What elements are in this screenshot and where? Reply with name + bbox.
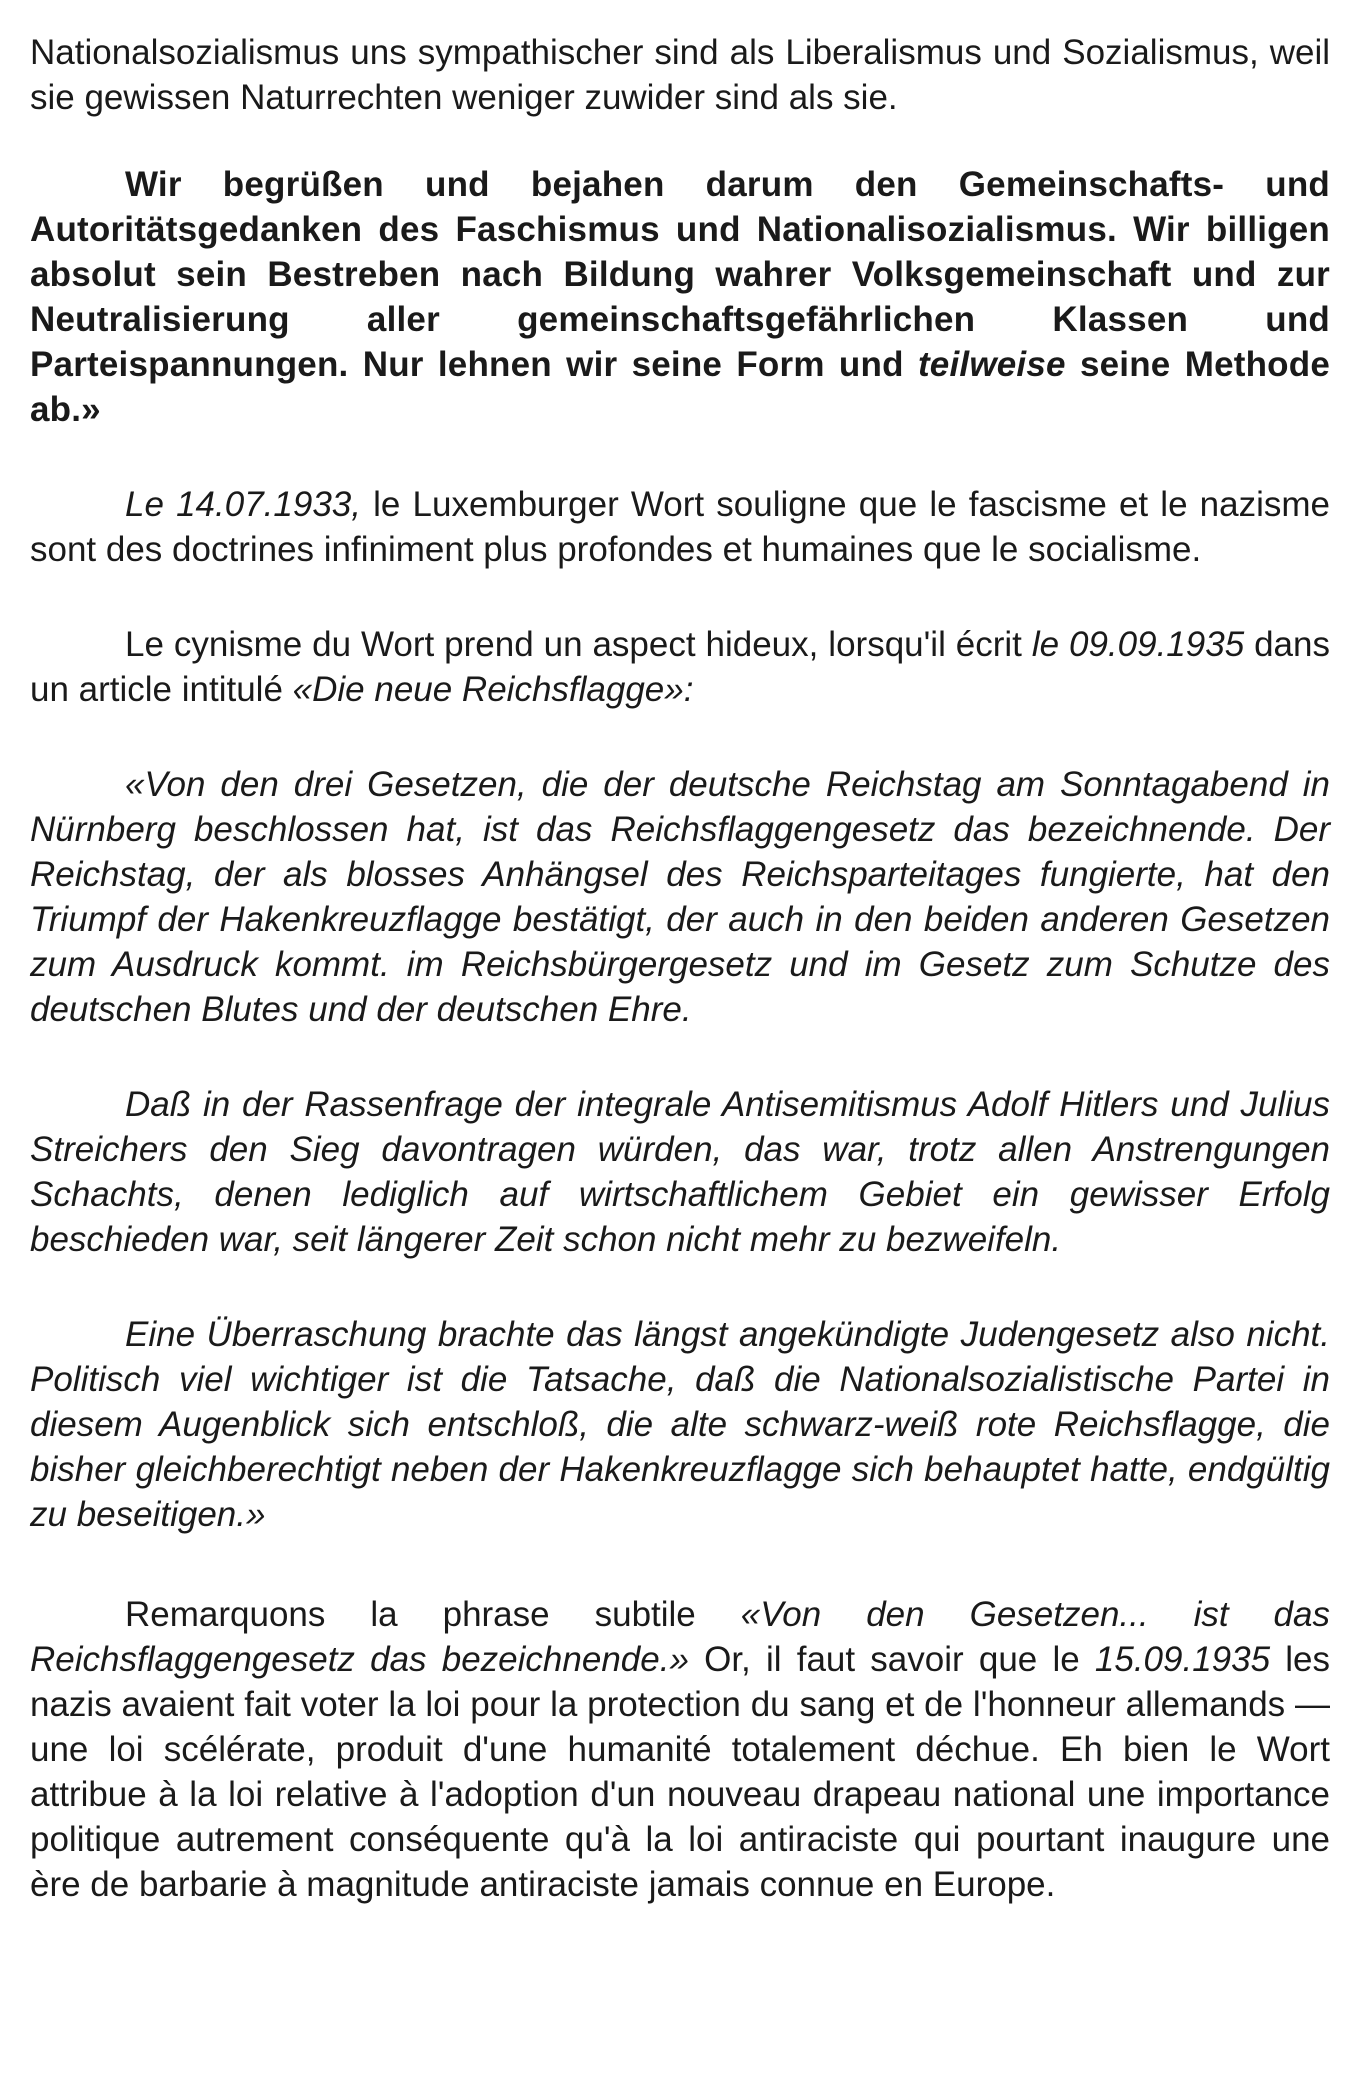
paragraph-cynisme [30,622,1330,712]
paragraph-remarquons [30,1592,1330,1907]
date-1933: Le 14.07.1933, [125,485,361,524]
paragraph-text: Remarquons la phrase subtile [125,1595,741,1634]
quote-paragraph-3 [30,1312,1330,1537]
paragraph-text: les nazis avaient fait voter la loi pour la protection du sang et de l'honneur allemands — une loi scélérate, produit d'une humanité totalement déchue. Eh bien le Wort attribue à la loi relative à l'adoption d'un nouveau drapeau national une importance politique autrement conséquente qu'à la loi antiraciste qui pourtant inaugure une ère de barbarie à magnitude antiraciste jamais connue en Europe. [30,1640,1330,1904]
date-15-09-1935: 15.09.1935 [1094,1640,1271,1679]
paragraph-date-1933 [30,482,1330,572]
quoted-phrase: «Von den Gesetzen... ist das Reichsflaggengesetz das bezeichnende.» [30,1595,1330,1679]
paragraph-text: Nationalsozialismus uns sympathischer sind als Liberalismus und Sozialismus, weil sie gewissen Naturrechten weniger zuwider sind als sie. [30,33,1330,117]
quote-text: Eine Überraschung brachte das längst angekündigte Judengesetz also nicht. Politisch viel wichtiger ist die Tatsache, daß die Nationalsozialistische Partei in diesem Augenblick sich entschloß, die alte schwarz-weiß rote Reichsflagge, die bisher gleichberechtigt neben der Hakenkreuzflagge sich behauptet hatte, endgültig zu beseitigen.» [30,1315,1330,1534]
quote-paragraph-2 [30,1082,1330,1262]
quote-text: Daß in der Rassenfrage der integrale Antisemitismus Adolf Hitlers und Julius Streichers den Sieg davontragen würden, das war, trotz allen Anstrengungen Schachts, denen lediglich auf wirtschaftlichem Gebiet ein gewisser Erfolg beschieden war, seit längerer Zeit schon nicht mehr zu bezweifeln. [30,1085,1330,1259]
paragraph-text: Or, il faut savoir que le [688,1640,1095,1679]
article-title: «Die neue Reichsflagge»: [292,670,694,709]
date-1935: le 09.09.1935 [1031,625,1245,664]
paragraph-bold-quote [30,162,1330,432]
paragraph-text: le Luxemburger Wort souligne que le fascisme et le nazisme sont des doctrines infiniment plus profondes et humaines que le socialisme. [30,485,1331,569]
document-page [30,30,1330,1907]
paragraph-text: dans un article intitulé [30,625,1330,709]
bold-quote-end: seine Methode ab.» [30,345,1330,429]
paragraph-continuation [30,30,1330,120]
bold-quote-text: Wir begrüßen und bejahen darum den Gemeinschafts- und Autoritätsgedanken des Faschismus und Nationalisozialismus. Wir billigen absolut sein Bestreben nach Bildung wahrer Volksgemeinschaft und zur Neutralisierung aller gemeinschaftsgefährlichen Klassen und Parteispannungen. Nur lehnen wir seine Form und [30,165,1330,384]
quote-text: «Von den drei Gesetzen, die der deutsche Reichstag am Sonntagabend in Nürnberg beschlossen hat, ist das Reichsflaggengesetz das bezeichnende. Der Reichstag, der als blosses Anhängsel des Reichsparteitages fungierte, hat den Triumpf der Hakenkreuzflagge bestätigt, der auch in den beiden anderen Gesetzen zum Ausdruck kommt. im Reichsbürgergesetz und im Gesetz zum Schutze des deutschen Blutes und der deutschen Ehre. [30,765,1330,1029]
bold-quote-emphasis: teilweise [917,345,1066,384]
paragraph-text: Le cynisme du Wort prend un aspect hideux, lorsqu'il écrit [125,625,1032,664]
quote-paragraph-1 [30,762,1330,1032]
